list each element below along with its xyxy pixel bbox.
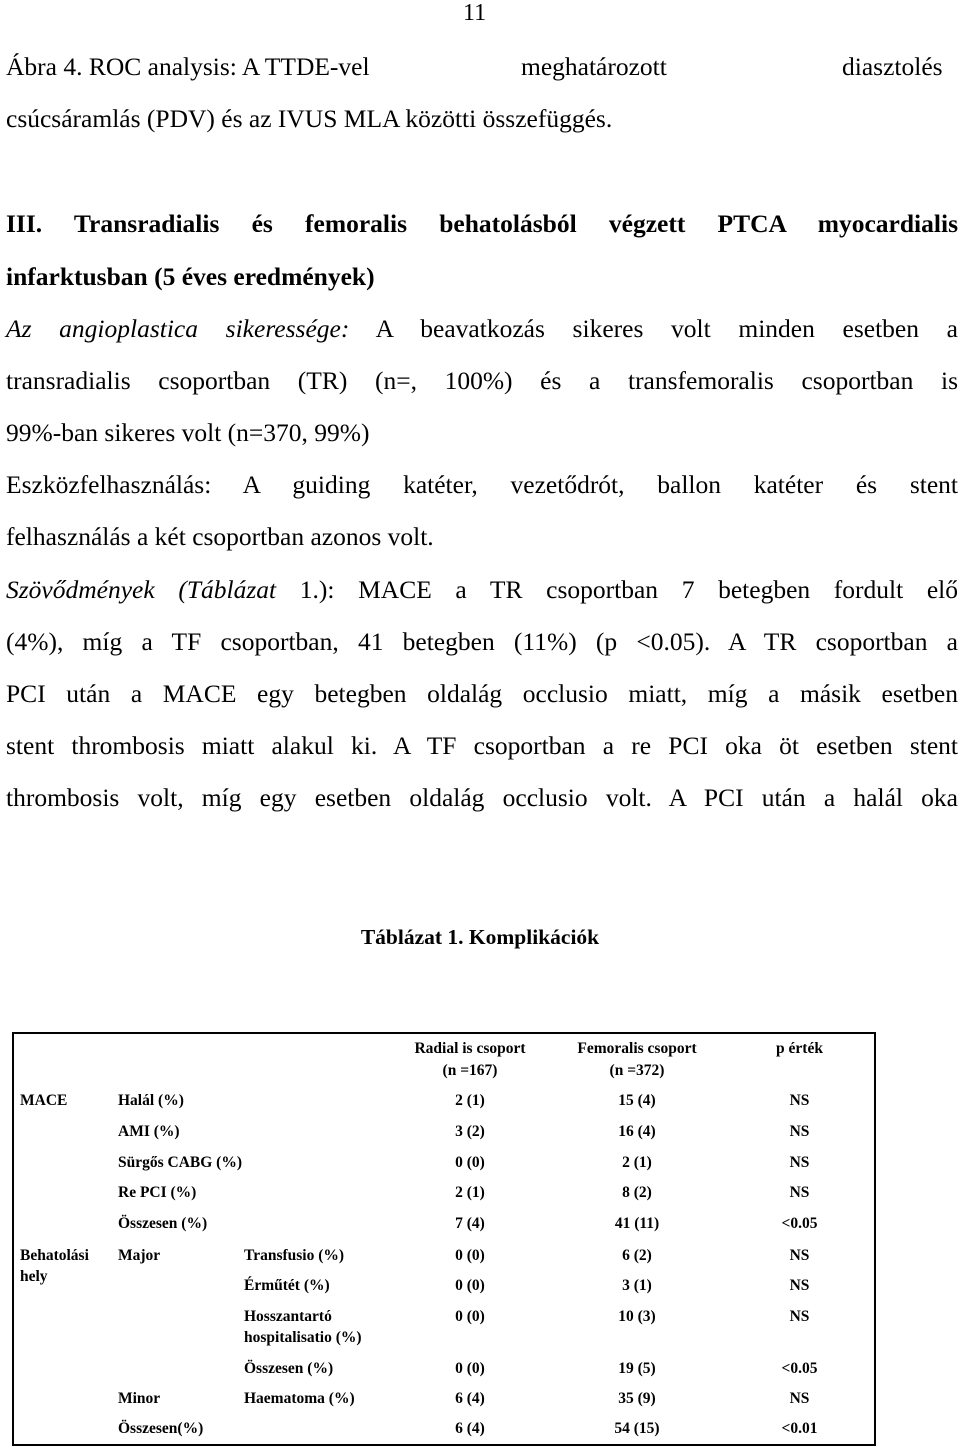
row-femoral: 15 (4) — [618, 1092, 656, 1109]
table-border-right — [874, 1032, 876, 1446]
success-text: A beavatkozás sikeres volt minden esetben a — [349, 314, 958, 343]
group-mace: MACE — [20, 1092, 68, 1109]
group-access-site-2: hely — [20, 1268, 48, 1285]
row-p: NS — [789, 1247, 810, 1264]
paragraph-complications-line-4: stent thrombosis miatt alakul ki. A TF csoportban a re PCI oka öt esetben stent — [6, 731, 958, 760]
row-label: AMI (%) — [118, 1123, 180, 1140]
section-heading-line-2: infarktusban (5 éves eredmények) — [6, 262, 375, 291]
paragraph-devices-line-2: felhasználás a két csoportban azonos volt. — [6, 522, 434, 551]
row-p: NS — [789, 1154, 810, 1171]
row-p: <0.05 — [781, 1360, 818, 1377]
row-radial: 2 (1) — [455, 1092, 485, 1109]
section-heading-line-1: III. Transradialis és femoralis behatolásból végzett PTCA myocardialis — [6, 209, 958, 238]
row-femoral: 2 (1) — [622, 1154, 652, 1171]
complications-label: Szövődmények (Táblázat — [6, 575, 277, 604]
row-radial: 0 (0) — [455, 1360, 485, 1377]
row-femoral: 8 (2) — [622, 1184, 652, 1201]
row-label: Halál (%) — [118, 1092, 184, 1109]
paragraph-complications-line-1 — [6, 575, 958, 605]
row-label: Összesen (%) — [118, 1215, 208, 1232]
table-border-top — [12, 1032, 876, 1034]
figure-caption-part-b: meghatározott — [521, 52, 667, 81]
subgroup-minor: Minor — [118, 1390, 161, 1407]
table-border-bottom — [12, 1444, 876, 1446]
row-label: Haematoma (%) — [244, 1390, 355, 1407]
row-radial: 0 (0) — [455, 1308, 485, 1325]
complications-text: 1.): MACE a TR csoportban 7 betegben fordult elő — [276, 575, 958, 604]
page-number: 11 — [463, 0, 487, 26]
row-femoral: 35 (9) — [618, 1390, 656, 1407]
figure-caption-line-1 — [6, 52, 958, 82]
row-radial: 2 (1) — [455, 1184, 485, 1201]
success-label: Az angioplastica sikeressége: — [6, 314, 350, 343]
subgroup-major: Major — [118, 1247, 161, 1264]
row-p: NS — [789, 1390, 810, 1407]
row-radial: 6 (4) — [455, 1420, 485, 1437]
paragraph-devices-line-1: Eszközfelhasználás: A guiding katéter, vezetődrót, ballon katéter és stent — [6, 470, 958, 499]
paragraph-complications-line-5: thrombosis volt, míg egy esetben oldalág occlusio volt. A PCI után a halál oka — [6, 783, 958, 812]
table-title: Táblázat 1. Komplikációk — [360, 925, 600, 949]
paragraph-success-line-2: transradialis csoportban (TR) (n=, 100%) és a transfemoralis csoportban is — [6, 366, 958, 395]
row-label: Összesen (%) — [244, 1360, 334, 1377]
header-radial-n: (n =167) — [442, 1062, 498, 1079]
figure-caption-part-a: Ábra 4. ROC analysis: A TTDE-vel — [6, 52, 370, 81]
paragraph-complications-line-2: (4%), míg a TF csoportban, 41 betegben (11%) (p <0.05). A TR csoportban a — [6, 627, 958, 656]
row-femoral: 41 (11) — [614, 1215, 660, 1232]
header-p-value: p érték — [776, 1040, 823, 1057]
row-femoral: 16 (4) — [618, 1123, 656, 1140]
row-radial: 7 (4) — [455, 1215, 485, 1232]
header-femoral-n: (n =372) — [609, 1062, 665, 1079]
row-label: Összesen(%) — [118, 1420, 204, 1437]
row-p: <0.01 — [781, 1420, 818, 1437]
row-femoral: 6 (2) — [622, 1247, 652, 1264]
group-access-site: Behatolási — [20, 1247, 89, 1264]
paragraph-success-line-1 — [6, 314, 958, 344]
row-label: Re PCI (%) — [118, 1184, 197, 1201]
row-label: Sürgős CABG (%) — [118, 1154, 243, 1171]
row-femoral: 19 (5) — [618, 1360, 656, 1377]
figure-caption-part-c: diasztolés — [842, 52, 943, 81]
row-femoral: 54 (15) — [614, 1420, 660, 1437]
row-femoral: 10 (3) — [618, 1308, 656, 1325]
row-p: NS — [789, 1277, 810, 1294]
header-radial: Radial is csoport — [414, 1040, 526, 1057]
row-radial: 3 (2) — [455, 1123, 485, 1140]
row-p: NS — [789, 1184, 810, 1201]
row-radial: 0 (0) — [455, 1154, 485, 1171]
complications-table — [12, 1032, 876, 1446]
row-radial: 0 (0) — [455, 1277, 485, 1294]
row-radial: 6 (4) — [455, 1390, 485, 1407]
row-p: NS — [789, 1123, 810, 1140]
row-p: NS — [789, 1308, 810, 1325]
row-label: Hosszantartó — [244, 1308, 332, 1325]
table-border-left — [12, 1032, 14, 1446]
figure-caption-line-2: csúcsáramlás (PDV) és az IVUS MLA közötti összefüggés. — [6, 104, 613, 133]
row-label-continued: hospitalisatio (%) — [244, 1329, 362, 1346]
paragraph-success-line-3: 99%-ban sikeres volt (n=370, 99%) — [6, 418, 370, 447]
row-femoral: 3 (1) — [622, 1277, 652, 1294]
row-p: NS — [789, 1092, 810, 1109]
row-label: Transfusio (%) — [244, 1247, 345, 1264]
row-p: <0.05 — [781, 1215, 818, 1232]
row-radial: 0 (0) — [455, 1247, 485, 1264]
paragraph-complications-line-3: PCI után a MACE egy betegben oldalág occlusio miatt, míg a másik esetben — [6, 679, 958, 708]
row-label: Érműtét (%) — [244, 1277, 330, 1294]
header-femoral: Femoralis csoport — [577, 1040, 697, 1057]
